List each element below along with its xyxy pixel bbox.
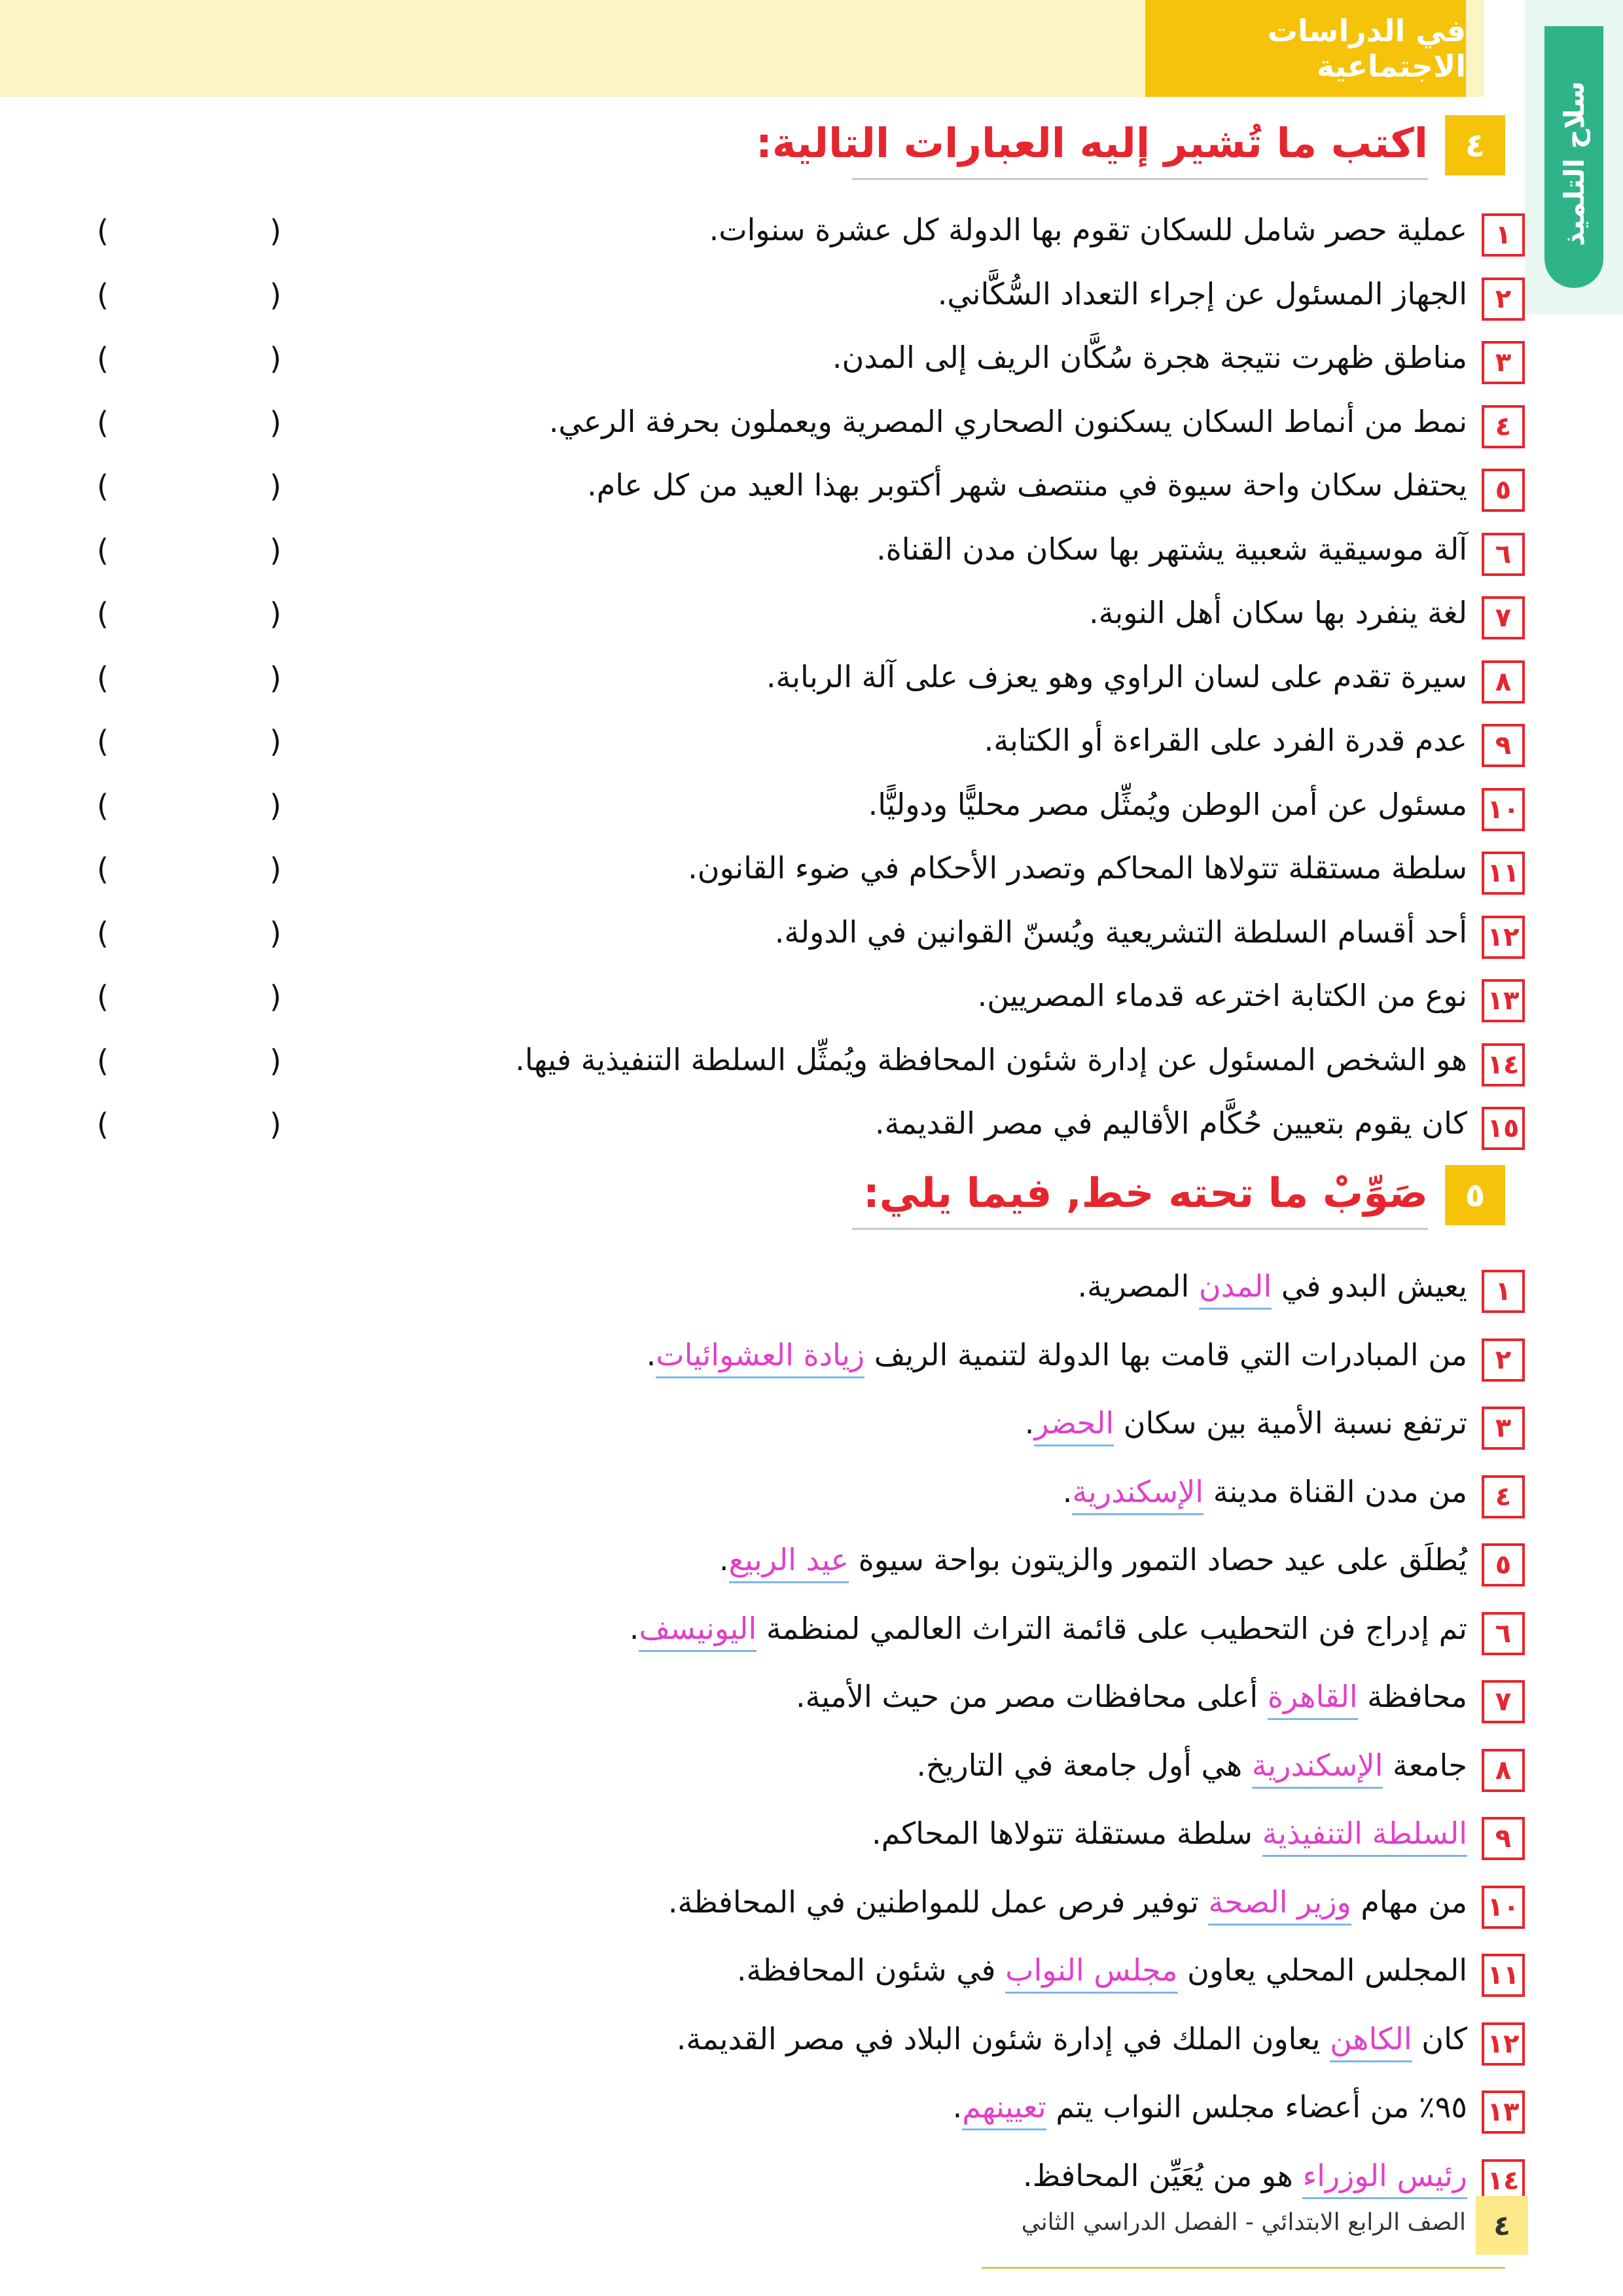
- list-item: [65, 208, 1525, 260]
- item-number: ١٢: [1482, 2022, 1525, 2066]
- item-text: [630, 1611, 1467, 1646]
- item-number: ١٣: [1482, 979, 1525, 1022]
- section-5-title: صَوِّبْ ما تحته خط, فيما يلي:: [863, 1169, 1428, 1217]
- item-number: ٣: [1482, 1407, 1525, 1450]
- item-number: ٢: [1482, 278, 1525, 321]
- item-text: [1078, 1268, 1467, 1304]
- list-item: [65, 272, 1525, 325]
- list-item: [65, 1333, 1525, 1386]
- answer-open-paren: (: [270, 1107, 281, 1142]
- answer-open-paren: (: [270, 596, 281, 632]
- item-number: ٩: [1482, 724, 1525, 767]
- answer-open-paren: (: [270, 1043, 281, 1079]
- item-number: ٧: [1482, 1680, 1525, 1723]
- section-5-header: [851, 1165, 1505, 1230]
- item-text-after: .: [1024, 1405, 1035, 1441]
- item-text-before: تم إدراج فن التحطيب على قائمة التراث العالمي لمنظمة: [757, 1610, 1467, 1646]
- item-number: ٧: [1482, 596, 1525, 639]
- item-text: [677, 2021, 1467, 2056]
- underlined-term: زيادة العشوائيات: [656, 1337, 865, 1378]
- answer-close-paren: ): [97, 787, 109, 823]
- list-item: [65, 846, 1525, 899]
- list-item: [65, 1675, 1525, 1727]
- item-text-before: يُطلَق على عيد حصاد التمور والزيتون بواحة سيوة: [848, 1542, 1467, 1577]
- item-number: ٨: [1482, 1749, 1525, 1792]
- section-5-underline: [852, 1228, 1428, 1230]
- list-item: [65, 1880, 1525, 1933]
- item-number: ١٥: [1482, 1107, 1525, 1150]
- item-text: [1025, 1405, 1467, 1441]
- answer-open-paren: (: [270, 213, 281, 249]
- answer-open-paren: (: [270, 787, 281, 823]
- item-number: ١٠: [1482, 788, 1525, 831]
- list-item: [65, 1948, 1525, 2001]
- section-4-number: ٤: [1445, 115, 1505, 175]
- item-text: [916, 1748, 1467, 1783]
- item-number: ١١: [1482, 852, 1525, 895]
- list-item: [65, 400, 1525, 452]
- answer-close-paren: ): [97, 596, 109, 632]
- answer-close-paren: ): [97, 341, 109, 376]
- item-text-after: .: [719, 1542, 729, 1577]
- item-text: [953, 2089, 1467, 2125]
- answer-open-paren: (: [270, 469, 281, 504]
- underlined-term: وزير الصحة: [1208, 1884, 1351, 1926]
- list-item: [65, 783, 1525, 835]
- item-text: نوع من الكتابة اخترعه قدماء المصريين.: [977, 978, 1467, 1013]
- answer-close-paren: ): [97, 660, 109, 696]
- item-text-after: هو من يُعَيِّن المحافظ.: [1023, 2157, 1303, 2193]
- item-text: [647, 1337, 1467, 1372]
- list-item: [65, 2085, 1525, 2138]
- item-number: ١٤: [1482, 1043, 1525, 1086]
- underlined-term: المدن: [1199, 1268, 1272, 1310]
- item-number: ١٣: [1482, 2090, 1525, 2134]
- item-text-after: في شئون المحافظة.: [736, 1952, 1006, 1988]
- item-text: مسئول عن أمن الوطن ويُمثِّل مصر محليًّا ودوليًّا.: [868, 786, 1467, 822]
- list-item: [65, 463, 1525, 516]
- answer-open-paren: (: [270, 915, 281, 951]
- page-number: ٤: [1476, 2196, 1528, 2255]
- underlined-term: الحضر: [1034, 1405, 1114, 1446]
- item-number: ٦: [1482, 533, 1525, 576]
- answer-close-paren: ): [97, 213, 109, 249]
- brand-logo: [1525, 39, 1623, 288]
- item-text: كان يقوم بتعيين حُكَّام الأقاليم في مصر القديمة.: [874, 1105, 1467, 1141]
- item-number: ٦: [1482, 1612, 1525, 1655]
- list-item: [65, 1744, 1525, 1796]
- item-number: ٤: [1482, 1475, 1525, 1518]
- subject-tab: [1145, 0, 1466, 97]
- item-text-after: .: [646, 1336, 656, 1372]
- item-text: سيرة تقدم على لسان الراوي وهو يعزف على آلة الربابة.: [766, 658, 1467, 694]
- item-text-before: يعيش البدو في: [1272, 1268, 1467, 1304]
- list-item: [65, 719, 1525, 771]
- item-text-after: .: [952, 2089, 963, 2125]
- answer-open-paren: (: [270, 404, 281, 440]
- item-text-before: ٩٥٪ من أعضاء مجلس النواب يتم: [1046, 2089, 1467, 2125]
- item-number: ١: [1482, 1270, 1525, 1313]
- item-text: [872, 1816, 1467, 1851]
- underlined-term: السلطة التنفيذية: [1262, 1816, 1467, 1857]
- list-item: [65, 1102, 1525, 1154]
- item-number: ١١: [1482, 1954, 1525, 1997]
- item-number: ٨: [1482, 660, 1525, 704]
- item-number: ١٢: [1482, 916, 1525, 959]
- answer-close-paren: ): [97, 1107, 109, 1142]
- item-text: هو الشخص المسئول عن إدارة شئون المحافظة ويُمثِّل السلطة التنفيذية فيها.: [515, 1041, 1467, 1077]
- item-text-before: جامعة: [1383, 1747, 1467, 1783]
- item-text-before: من مهام: [1351, 1884, 1467, 1920]
- item-text-after: سلطة مستقلة تتولاها المحاكم.: [872, 1816, 1262, 1851]
- item-text-before: كان: [1412, 2020, 1467, 2056]
- list-item: [65, 1401, 1525, 1454]
- item-text-after: .: [1062, 1473, 1073, 1509]
- item-text-after: .: [629, 1610, 639, 1646]
- list-item: [65, 1038, 1525, 1090]
- item-text-after: المصرية.: [1077, 1268, 1199, 1304]
- item-text-after: يعاون الملك في إدارة شئون البلاد في مصر القديمة.: [676, 2020, 1330, 2056]
- item-number: ٢: [1482, 1338, 1525, 1382]
- answer-close-paren: ): [97, 469, 109, 504]
- answer-open-paren: (: [270, 277, 281, 313]
- section-4-header: [756, 115, 1505, 181]
- item-text: نمط من أنماط السكان يسكنون الصحاري المصرية ويعملون بحرفة الرعي.: [548, 403, 1467, 439]
- item-text: عدم قدرة الفرد على القراءة أو الكتابة.: [984, 723, 1467, 758]
- underlined-term: مجلس النواب: [1005, 1952, 1177, 1994]
- item-text: آلة موسيقية شعبية يشتهر بها سكان مدن القناة.: [876, 531, 1467, 567]
- list-item: [65, 1470, 1525, 1522]
- answer-close-paren: ): [97, 852, 109, 887]
- item-text: [737, 1952, 1467, 1988]
- list-item: [65, 528, 1525, 580]
- list-item: [65, 2154, 1525, 2206]
- list-item: [65, 336, 1525, 388]
- underlined-term: اليونيسف: [639, 1611, 757, 1652]
- item-text-before: من المبادرات التي قامت بها الدولة لتنمية الريف: [865, 1336, 1467, 1372]
- item-text: يحتفل سكان واحة سيوة في منتصف شهر أكتوبر بهذا العيد من كل عام.: [587, 467, 1467, 503]
- item-text: لغة ينفرد بها سكان أهل النوبة.: [1089, 595, 1467, 630]
- answer-open-paren: (: [270, 660, 281, 696]
- item-text-after: توفير فرص عمل للمواطنين في المحافظة.: [668, 1884, 1209, 1920]
- item-text-before: محافظة: [1357, 1679, 1467, 1714]
- underlined-term: رئيس الوزراء: [1302, 2158, 1467, 2199]
- answer-close-paren: ): [97, 724, 109, 759]
- item-text-before: المجلس المحلي يعاون: [1177, 1952, 1467, 1988]
- item-number: ٣: [1482, 341, 1525, 384]
- item-text: [1023, 2158, 1467, 2193]
- footer-caption: الصف الرابع الابتدائي - الفصل الدراسي الثاني: [1021, 2209, 1466, 2236]
- brand-logo-text: سلاح التلميذ: [1558, 81, 1590, 247]
- answer-open-paren: (: [270, 724, 281, 759]
- item-text-after: هي أول جامعة في التاريخ.: [916, 1747, 1252, 1783]
- list-item: [65, 1265, 1525, 1317]
- item-text: [668, 1884, 1467, 1920]
- answer-open-paren: (: [270, 341, 281, 376]
- underlined-term: الإسكندرية: [1072, 1474, 1204, 1515]
- answer-close-paren: ): [97, 532, 109, 568]
- item-number: ١٠: [1482, 1886, 1525, 1929]
- subject-tab-label: في الدراسات الاجتماعية: [1267, 13, 1466, 84]
- item-number: ٥: [1482, 469, 1525, 512]
- section-4-title: اكتب ما تُشير إليه العبارات التالية:: [756, 119, 1428, 167]
- answer-close-paren: ): [97, 979, 109, 1014]
- item-text: [796, 1679, 1467, 1714]
- list-item: [65, 1812, 1525, 1864]
- answer-close-paren: ): [97, 404, 109, 440]
- list-item: [65, 910, 1525, 963]
- list-item: [65, 655, 1525, 708]
- answer-close-paren: ): [97, 915, 109, 951]
- item-text-before: ترتفع نسبة الأمية بين سكان: [1114, 1405, 1467, 1441]
- underlined-term: الكاهن: [1330, 2021, 1412, 2062]
- item-number: ٩: [1482, 1817, 1525, 1860]
- section-5-number: ٥: [1445, 1165, 1505, 1225]
- underlined-term: عيد الربيع: [729, 1542, 849, 1583]
- item-text-before: من مدن القناة مدينة: [1204, 1473, 1467, 1509]
- item-text-after: أعلى محافظات مصر من حيث الأمية.: [796, 1679, 1268, 1714]
- answer-open-paren: (: [270, 532, 281, 568]
- section-4-underline: [852, 178, 1428, 180]
- list-item: [65, 2017, 1525, 2070]
- item-text: [719, 1542, 1467, 1577]
- underlined-term: تعيينهم: [962, 2089, 1046, 2130]
- item-number: ١٤: [1482, 2159, 1525, 2202]
- item-text: سلطة مستقلة تتولاها المحاكم وتصدر الأحكام في ضوء القانون.: [688, 850, 1467, 886]
- list-item: [65, 591, 1525, 643]
- list-item: [65, 974, 1525, 1026]
- item-text: عملية حصر شامل للسكان تقوم بها الدولة كل عشرة سنوات.: [709, 212, 1467, 247]
- answer-open-paren: (: [270, 852, 281, 887]
- answer-close-paren: ): [97, 277, 109, 313]
- footer-rule: [982, 2267, 1505, 2269]
- item-text: أحد أقسام السلطة التشريعية ويُسنّ القوانين في الدولة.: [774, 914, 1467, 950]
- answer-close-paren: ): [97, 1043, 109, 1079]
- item-number: ١: [1482, 213, 1525, 257]
- underlined-term: الإسكندرية: [1252, 1748, 1383, 1789]
- item-text: الجهاز المسئول عن إجراء التعداد السُّكَّاني.: [937, 276, 1467, 312]
- item-text: مناطق ظهرت نتيجة هجرة سُكَّان الريف إلى المدن.: [832, 340, 1467, 375]
- underlined-term: القاهرة: [1268, 1679, 1358, 1720]
- item-number: ٤: [1482, 405, 1525, 448]
- list-item: [65, 1538, 1525, 1590]
- item-text: [1063, 1474, 1467, 1509]
- answer-open-paren: (: [270, 979, 281, 1014]
- list-item: [65, 1607, 1525, 1659]
- item-number: ٥: [1482, 1543, 1525, 1587]
